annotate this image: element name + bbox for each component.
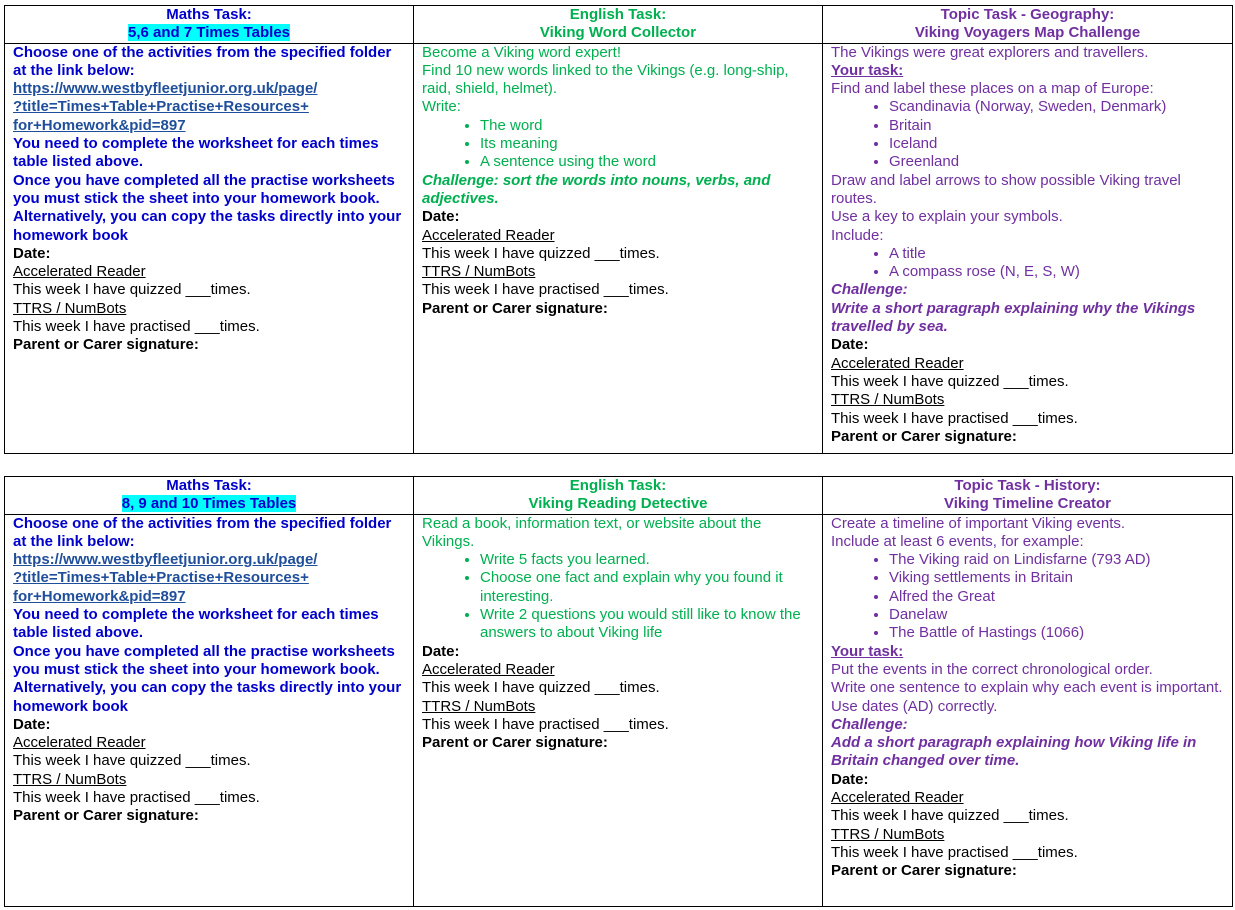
english-header	[414, 477, 823, 515]
homework-grid-1	[4, 5, 1233, 454]
signature-label: Parent or Carer signature:	[13, 807, 199, 825]
resources-link[interactable]	[13, 551, 317, 605]
places-bullets	[831, 98, 1224, 171]
list-item: • A title	[889, 245, 1224, 263]
english-bullets	[422, 117, 814, 172]
maths-header	[5, 6, 414, 44]
ttrs-label: TTRS / NumBots	[831, 825, 945, 843]
list-item: • Write 5 facts you learned.	[480, 551, 814, 569]
topic-line-1: The Vikings were great explorers and travellers.	[831, 43, 1149, 61]
link-line-1[interactable]: https://www.westbyfleetjunior.org.uk/page/	[13, 80, 318, 98]
topic-line-2: Find and label these places on a map of Europe:	[831, 80, 1154, 98]
quizzed-line: This week I have quizzed ___times.	[422, 679, 660, 697]
date-label: Date:	[13, 715, 51, 733]
practised-line: This week I have practised ___times.	[831, 409, 1078, 427]
english-subheading: Viking Reading Detective	[528, 495, 708, 513]
challenge-label: Challenge:	[831, 281, 908, 299]
maths-cell	[5, 514, 414, 906]
header-row	[5, 477, 1233, 515]
list-item: • Its meaning	[480, 135, 814, 153]
topic-line-4: Use a key to explain your symbols.	[831, 208, 1063, 226]
signature-label: Parent or Carer signature:	[13, 336, 199, 354]
date-label: Date:	[422, 208, 460, 226]
english-line-1: Become a Viking word expert!	[422, 43, 621, 61]
accelerated-reader-label: Accelerated Reader	[831, 789, 964, 807]
topic-challenge: Write a short paragraph explaining why the Vikings travelled by sea.	[831, 299, 1196, 336]
maths-intro: Choose one of the activities from the specified folder at the link below:	[13, 514, 392, 550]
topic-cell	[823, 43, 1233, 453]
ttrs-label: TTRS / NumBots	[831, 391, 945, 409]
maths-instruction-1: You need to complete the worksheet for each times table listed above.	[13, 135, 379, 171]
ttrs-label: TTRS / NumBots	[422, 697, 536, 715]
content-row	[5, 43, 1233, 453]
list-item: • A compass rose (N, E, S, W)	[889, 263, 1224, 281]
english-cell	[414, 43, 823, 453]
your-task-label: Your task:	[831, 642, 904, 660]
accelerated-reader-label: Accelerated Reader	[13, 734, 146, 752]
english-line-1: Read a book, information text, or website about the Vikings.	[422, 514, 762, 550]
english-line-2: Find 10 new words linked to the Vikings (e.g. long-ship, raid, shield, helmet).	[422, 61, 789, 98]
your-task-label: Your task:	[831, 61, 904, 79]
link-line-1[interactable]: https://www.westbyfleetjunior.org.uk/page/	[13, 551, 318, 569]
maths-subheading: 8, 9 and 10 Times Tables	[121, 495, 297, 513]
events-bullets	[831, 551, 1224, 642]
topic-line-2: Include at least 6 events, for example:	[831, 532, 1084, 550]
topic-line-3: Draw and label arrows to show possible Viking travel routes.	[831, 171, 1181, 207]
topic-heading: Topic Task - Geography:	[940, 6, 1115, 23]
topic-heading: Topic Task - History:	[954, 477, 1101, 494]
homework-grid-2	[4, 476, 1233, 907]
maths-subheading: 5,6 and 7 Times Tables	[127, 24, 291, 42]
english-heading: English Task:	[569, 477, 667, 494]
date-label: Date:	[13, 244, 51, 262]
ttrs-label: TTRS / NumBots	[422, 263, 536, 281]
resources-link[interactable]	[13, 80, 317, 134]
list-item: • Britain	[889, 117, 1224, 135]
accelerated-reader-label: Accelerated Reader	[422, 660, 555, 678]
link-line-3[interactable]: for+Homework&pid=897	[13, 116, 186, 134]
ttrs-label: TTRS / NumBots	[13, 770, 127, 788]
list-item: • The Viking raid on Lindisfarne (793 AD)	[889, 551, 1224, 569]
quizzed-line: This week I have quizzed ___times.	[13, 281, 251, 299]
accelerated-reader-label: Accelerated Reader	[831, 354, 964, 372]
english-heading: English Task:	[569, 6, 667, 23]
practised-line: This week I have practised ___times.	[422, 715, 669, 733]
link-line-2[interactable]: ?title=Times+Table+Practise+Resources+	[13, 98, 309, 116]
english-header	[414, 6, 823, 44]
topic-line-1: Create a timeline of important Viking events.	[831, 514, 1126, 532]
maths-cell	[5, 43, 414, 453]
practised-line: This week I have practised ___times.	[422, 281, 669, 299]
maths-heading: Maths Task:	[166, 477, 252, 494]
date-label: Date:	[831, 770, 869, 788]
signature-label: Parent or Carer signature:	[422, 734, 608, 752]
list-item: • Danelaw	[889, 606, 1224, 624]
practised-line: This week I have practised ___times.	[13, 318, 260, 336]
link-line-3[interactable]: for+Homework&pid=897	[13, 587, 186, 605]
practised-line: This week I have practised ___times.	[13, 789, 260, 807]
topic-cell	[823, 514, 1233, 906]
signature-label: Parent or Carer signature:	[831, 862, 1017, 880]
list-item: • Greenland	[889, 153, 1224, 171]
list-item: • The word	[480, 117, 814, 135]
english-bullets	[422, 551, 814, 642]
maths-instruction-3: Alternatively, you can copy the tasks directly into your homework book	[13, 679, 402, 715]
content-row	[5, 514, 1233, 906]
topic-line-5: Include:	[831, 226, 884, 244]
accelerated-reader-label: Accelerated Reader	[13, 263, 146, 281]
signature-label: Parent or Carer signature:	[831, 427, 1017, 445]
topic-line-4: Write one sentence to explain why each event is important.	[831, 679, 1223, 697]
maths-instruction-2: Once you have completed all the practise worksheets you must stick the sheet into your homework book.	[13, 642, 395, 678]
maths-instruction-3: Alternatively, you can copy the tasks directly into your homework book	[13, 208, 402, 244]
ttrs-label: TTRS / NumBots	[13, 299, 127, 317]
challenge-label: Challenge:	[831, 715, 908, 733]
maths-header	[5, 477, 414, 515]
quizzed-line: This week I have quizzed ___times.	[422, 244, 660, 262]
list-item: • Scandinavia (Norway, Sweden, Denmark)	[889, 98, 1224, 116]
quizzed-line: This week I have quizzed ___times.	[831, 372, 1069, 390]
list-item: • Alfred the Great	[889, 588, 1224, 606]
topic-header	[823, 6, 1233, 44]
list-item: • Viking settlements in Britain	[889, 569, 1224, 587]
date-label: Date:	[422, 642, 460, 660]
topic-line-5: Use dates (AD) correctly.	[831, 697, 998, 715]
quizzed-line: This week I have quizzed ___times.	[831, 807, 1069, 825]
quizzed-line: This week I have quizzed ___times.	[13, 752, 251, 770]
english-cell	[414, 514, 823, 906]
accelerated-reader-label: Accelerated Reader	[422, 226, 555, 244]
list-item: • Write 2 questions you would still like to know the answers to about Viking life	[480, 606, 814, 643]
topic-subheading: Viking Timeline Creator	[944, 495, 1111, 513]
include-bullets	[831, 245, 1224, 282]
english-challenge: Challenge: sort the words into nouns, verbs, and adjectives.	[422, 171, 771, 207]
maths-instruction-1: You need to complete the worksheet for each times table listed above.	[13, 606, 379, 642]
date-label: Date:	[831, 336, 869, 354]
maths-intro: Choose one of the activities from the specified folder at the link below:	[13, 43, 392, 79]
list-item: • Choose one fact and explain why you found it interesting.	[480, 569, 814, 606]
list-item: • Iceland	[889, 135, 1224, 153]
english-subheading: Viking Word Collector	[539, 24, 697, 42]
maths-instruction-2: Once you have completed all the practise worksheets you must stick the sheet into your homework book.	[13, 171, 395, 207]
topic-challenge: Add a short paragraph explaining how Viking life in Britain changed over time.	[831, 734, 1197, 770]
topic-header	[823, 477, 1233, 515]
list-item: • A sentence using the word	[480, 153, 814, 171]
signature-label: Parent or Carer signature:	[422, 299, 608, 317]
practised-line: This week I have practised ___times.	[831, 843, 1078, 861]
header-row	[5, 6, 1233, 44]
list-item: • The Battle of Hastings (1066)	[889, 624, 1224, 642]
english-line-3: Write:	[422, 98, 461, 116]
maths-heading: Maths Task:	[166, 6, 252, 23]
topic-subheading: Viking Voyagers Map Challenge	[914, 24, 1141, 42]
topic-line-3: Put the events in the correct chronological order.	[831, 660, 1153, 678]
link-line-2[interactable]: ?title=Times+Table+Practise+Resources+	[13, 569, 309, 587]
